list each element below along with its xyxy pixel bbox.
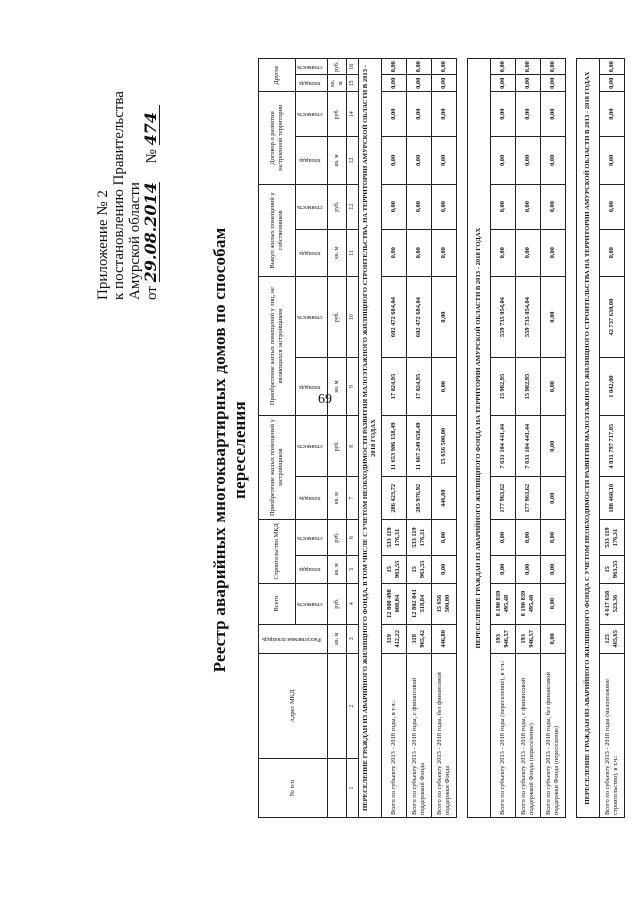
value-cell: 0,00 xyxy=(431,184,456,229)
subheader-area xyxy=(296,229,328,276)
index-cell: 3 xyxy=(346,624,358,653)
value-cell: 0,00 xyxy=(599,75,624,92)
document-title: Реестр аварийных многоквартирных домов по способам переселения xyxy=(210,227,249,673)
table-row xyxy=(431,59,456,818)
value-cell: 318 965,42 xyxy=(406,624,431,653)
value-cell: 8 190 839 495,48 xyxy=(490,583,515,624)
index-cell: 5 xyxy=(346,556,358,583)
value-cell: 0,00 xyxy=(540,477,565,520)
table-row xyxy=(540,59,565,818)
index-cell: 1 xyxy=(346,759,358,818)
value-cell: 0,00 xyxy=(490,137,515,185)
unit-cell: руб. xyxy=(327,92,346,137)
subheader-area xyxy=(296,477,328,520)
value-cell: 0,00 xyxy=(381,184,406,229)
value-cell: 42 737 630,00 xyxy=(599,277,624,358)
value-cell: 15 963,55 xyxy=(381,556,406,583)
header-total: Всего xyxy=(259,583,296,624)
header-area-total xyxy=(259,624,328,653)
units-cell xyxy=(327,759,346,818)
value-cell: 559 735 054,04 xyxy=(515,277,540,358)
handwritten-date: 29.08.2014 xyxy=(141,182,160,283)
unit-cell: кв. м xyxy=(327,229,346,276)
vertical-text: площадь xyxy=(298,80,321,87)
value-cell: 0,00 xyxy=(515,229,540,276)
value-cell: 0,00 xyxy=(599,59,624,75)
value-cell: 602 472 684,04 xyxy=(381,277,406,358)
unit-cell: кв. м xyxy=(327,624,346,653)
row-label: Всего по субъекту 2013 - 2018 годы (малоэтажное строительство), в т.ч.: xyxy=(599,654,624,818)
value-cell: 446,80 xyxy=(431,624,456,653)
value-cell: 0,00 xyxy=(381,137,406,185)
row-label: Всего по субъекту 2013 - 2018 годы, с финансовой поддержкой Фонда xyxy=(406,654,431,818)
unit-cell: кв. м xyxy=(327,477,346,520)
unit-cell: кв. м xyxy=(327,137,346,185)
appendix-block xyxy=(95,60,160,300)
value-cell: 0,00 xyxy=(540,583,565,624)
vertical-text: стоимость xyxy=(297,203,323,210)
value-cell: 0,00 xyxy=(431,229,456,276)
value-cell: 0,00 xyxy=(515,184,540,229)
value-cell: 108 460,10 xyxy=(599,477,624,520)
subheader-area xyxy=(296,358,328,416)
index-cell: 11 xyxy=(346,229,358,276)
value-cell: 0,00 xyxy=(540,277,565,358)
unit-cell: руб. xyxy=(327,184,346,229)
table-row xyxy=(599,59,624,818)
value-cell: 0,00 xyxy=(540,358,565,416)
vertical-text: площадь xyxy=(298,383,321,390)
value-cell: 0,00 xyxy=(381,92,406,137)
header-build: Строительство МКД xyxy=(259,520,296,584)
table-row xyxy=(381,59,406,818)
header-num: № п/п xyxy=(259,759,328,818)
value-cell: 0,00 xyxy=(490,229,515,276)
section-row xyxy=(576,59,599,818)
vertical-text: Расселяемая площадь xyxy=(261,635,321,643)
header-address: Адрес МКД xyxy=(259,654,328,759)
section-title: ПЕРЕСЕЛЕНИЕ ГРАЖДАН ИЗ АВАРИЙНОГО ЖИЛИЩНОГО ФОНДА, В ТОМ ЧИСЛЕ С УЧЕТОМ НЕОБХОДИМОСТИ РАЗВИТИЯ МАЛОЭТАЖНОГО ЖИЛИЩНОГО СТРОИТЕЛЬСТВА, НА ТЕРРИТОРИИ АМУРСКОЙ ОБЛАСТИ В 2013 - 2018 ГОДАХ xyxy=(358,59,381,818)
subheader-cost xyxy=(296,520,328,556)
value-cell: 15 982,95 xyxy=(490,358,515,416)
vertical-text: стоимость xyxy=(297,111,323,118)
value-cell: 286 423,72 xyxy=(381,477,406,520)
value-cell: 177 963,62 xyxy=(515,477,540,520)
value-cell: 0,00 xyxy=(540,520,565,556)
value-cell: 0,00 xyxy=(540,137,565,185)
value-cell: 0,00 xyxy=(406,92,431,137)
spacer-cell xyxy=(456,59,467,818)
vertical-text: площадь xyxy=(298,157,321,164)
index-cell: 4 xyxy=(346,583,358,624)
subheader-area xyxy=(296,137,328,185)
value-cell: 0,00 xyxy=(515,92,540,137)
subheader-cost xyxy=(296,583,328,624)
handwritten-number: 474 xyxy=(143,105,160,145)
vertical-text: площадь xyxy=(298,495,321,502)
value-cell: 0,00 xyxy=(515,520,540,556)
value-cell: 11 667 249 658,49 xyxy=(406,416,431,477)
spacer-cell xyxy=(565,59,576,818)
unit-cell: кв. м xyxy=(327,75,346,92)
value-cell: 0,00 xyxy=(406,137,431,185)
value-cell: 0,00 xyxy=(490,59,515,75)
from-label: от xyxy=(144,286,160,300)
value-cell: 0,00 xyxy=(406,229,431,276)
value-cell: 285 976,92 xyxy=(406,477,431,520)
value-cell: 0,00 xyxy=(431,92,456,137)
value-cell: 0,00 xyxy=(406,184,431,229)
table-row xyxy=(515,59,540,818)
value-cell: 0,00 xyxy=(381,229,406,276)
value-cell: 0,00 xyxy=(599,137,624,185)
subheader-area xyxy=(296,75,328,92)
value-cell: 0,00 xyxy=(490,520,515,556)
unit-cell: руб. xyxy=(327,59,346,75)
value-cell: 0,00 xyxy=(406,59,431,75)
subheader-area xyxy=(296,556,328,583)
subheader-cost xyxy=(296,277,328,358)
appendix-line-4 xyxy=(143,60,160,300)
value-cell: 0,00 xyxy=(490,556,515,583)
value-cell: 602 472 684,04 xyxy=(406,277,431,358)
index-cell: 12 xyxy=(346,184,358,229)
unit-cell: руб. xyxy=(327,277,346,358)
vertical-text: стоимость xyxy=(297,443,323,450)
value-cell: 11 653 986 158,49 xyxy=(381,416,406,477)
row-label: Всего по субъекту 2013 - 2018 годы (переселение), в т.ч.: xyxy=(490,654,515,818)
units-row xyxy=(327,59,346,818)
vertical-text: стоимость xyxy=(297,63,323,70)
index-row xyxy=(346,59,358,818)
value-cell: 533 119 176,31 xyxy=(599,520,624,556)
unit-cell: руб. xyxy=(327,583,346,624)
number-label: № xyxy=(144,149,160,164)
value-cell: 0,00 xyxy=(431,277,456,358)
value-cell: 12 802 841 518,84 xyxy=(406,583,431,624)
value-cell: 0,00 xyxy=(540,229,565,276)
value-cell: 17 024,95 xyxy=(381,358,406,416)
row-label: Всего по субъекту 2013 - 2018 годы, с финансовой поддержкой Фонда (переселение) xyxy=(515,654,540,818)
index-cell: 9 xyxy=(346,358,358,416)
index-cell: 8 xyxy=(346,416,358,477)
value-cell: 0,00 xyxy=(515,59,540,75)
value-cell: 0,00 xyxy=(599,92,624,137)
value-cell: 0,00 xyxy=(540,184,565,229)
header-buy_people: Приобретение жилых помещений у лиц, не являющихся застройщиком xyxy=(259,277,296,416)
value-cell: 0,00 xyxy=(490,184,515,229)
vertical-text: площадь xyxy=(298,249,321,256)
value-cell: 8 190 839 495,48 xyxy=(515,583,540,624)
value-cell: 0,00 xyxy=(540,624,565,653)
row-label: Всего по субъекту 2013 - 2018 годы, без финансовой поддержки Фонда xyxy=(431,654,456,818)
index-cell: 15 xyxy=(346,75,358,92)
value-cell: 0,00 xyxy=(431,520,456,556)
index-cell: 16 xyxy=(346,59,358,75)
value-cell: 15 982,95 xyxy=(515,358,540,416)
vertical-text: стоимость xyxy=(297,534,323,541)
appendix-line-2: к постановлению Правительства xyxy=(111,91,127,300)
rotated-sheet xyxy=(0,40,640,860)
value-cell: 0,00 xyxy=(490,75,515,92)
value-cell: 0,00 xyxy=(431,75,456,92)
unit-cell: кв. м xyxy=(327,556,346,583)
value-cell: 4 031 797 717,05 xyxy=(599,416,624,477)
table-row xyxy=(406,59,431,818)
register-table xyxy=(258,58,625,818)
header-buy_dev: Приобретение жилых помещений у застройщиков xyxy=(259,416,296,520)
value-cell: 0,00 xyxy=(381,59,406,75)
units-cell xyxy=(327,654,346,759)
vertical-text: стоимость xyxy=(297,600,323,607)
value-cell: 1 042,00 xyxy=(599,358,624,416)
value-cell: 15 963,55 xyxy=(406,556,431,583)
vertical-text: площадь xyxy=(298,566,321,573)
value-cell: 0,00 xyxy=(515,137,540,185)
value-cell: 0,00 xyxy=(599,229,624,276)
appendix-line-3: Амурской области xyxy=(127,182,143,300)
section-row xyxy=(467,59,490,818)
section-title: ПЕРЕСЕЛЕНИЕ ГРАЖДАН ИЗ АВАРИЙНОГО ЖИЛИЩНОГО ФОНДА НА ТЕРРИТОРИИ АМУРСКОЙ ОБЛАСТИ В 2013 - 2018 ГОДАХ xyxy=(467,59,490,818)
subheader-cost xyxy=(296,59,328,75)
index-cell: 14 xyxy=(346,92,358,137)
value-cell: 17 024,95 xyxy=(406,358,431,416)
value-cell: 0,00 xyxy=(540,75,565,92)
unit-cell: кв. м xyxy=(327,358,346,416)
value-cell: 7 631 104 441,44 xyxy=(490,416,515,477)
value-cell: 0,00 xyxy=(515,556,540,583)
value-cell: 533 119 176,31 xyxy=(381,520,406,556)
page-number: 69 xyxy=(318,392,332,407)
section-title: ПЕРЕСЕЛЕНИЕ ГРАЖДАН ИЗ АВАРИЙНОГО ЖИЛИЩНОГО ФОНДА С УЧЕТОМ НЕОБХОДИМОСТИ РАЗВИТИЯ МАЛОЭТАЖНОГО ЖИЛИЩНОГО СТРОИТЕЛЬСТВА НА ТЕРРИТОРИИ АМУРСКОЙ ОБЛАСТИ В 2013 - 2018 ГОДАХ xyxy=(576,59,599,818)
subheader-cost xyxy=(296,92,328,137)
value-cell: 0,00 xyxy=(406,75,431,92)
unit-cell: руб. xyxy=(327,520,346,556)
row-label: Всего по субъекту 2013 - 2018 годы, в т.ч.: xyxy=(381,654,406,818)
index-cell: 10 xyxy=(346,277,358,358)
header-redeem: Выкуп жилых помещений у собственников xyxy=(259,184,296,276)
row-label: Всего по субъекту 2013 - 2018 годы, без финансовой поддержки Фонда (переселение) xyxy=(540,654,565,818)
value-cell: 15 656 500,00 xyxy=(431,583,456,624)
value-cell: 0,00 xyxy=(540,92,565,137)
subheader-cost xyxy=(296,184,328,229)
header-row xyxy=(259,59,296,818)
value-cell: 125 465,65 xyxy=(599,624,624,653)
index-cell: 2 xyxy=(346,654,358,759)
section-row xyxy=(358,59,381,818)
value-cell: 0,00 xyxy=(599,184,624,229)
header-other: Другое xyxy=(259,59,296,92)
value-cell: 0,00 xyxy=(540,59,565,75)
value-cell: 7 631 104 441,44 xyxy=(515,416,540,477)
vertical-text: стоимость xyxy=(297,314,323,321)
value-cell: 446,80 xyxy=(431,477,456,520)
value-cell: 4 617 658 523,36 xyxy=(599,583,624,624)
value-cell: 0,00 xyxy=(431,556,456,583)
value-cell: 0,00 xyxy=(431,358,456,416)
index-cell: 6 xyxy=(346,520,358,556)
value-cell: 15 963,55 xyxy=(599,556,624,583)
value-cell: 0,00 xyxy=(381,75,406,92)
value-cell: 0,00 xyxy=(431,137,456,185)
table-row xyxy=(490,59,515,818)
index-cell: 13 xyxy=(346,137,358,185)
value-cell: 177 963,62 xyxy=(490,477,515,520)
spacer-row xyxy=(456,59,467,818)
unit-cell: руб. xyxy=(327,416,346,477)
value-cell: 319 412,22 xyxy=(381,624,406,653)
appendix-line-1: Приложение № 2 xyxy=(95,190,111,300)
header-contract: Договор о развитии застроенной территории xyxy=(259,92,296,185)
value-cell: 0,00 xyxy=(490,92,515,137)
spacer-row xyxy=(565,59,576,818)
value-cell: 533 119 176,31 xyxy=(406,520,431,556)
value-cell: 12 808 498 008,84 xyxy=(381,583,406,624)
value-cell: 193 946,57 xyxy=(490,624,515,653)
value-cell: 0,00 xyxy=(540,416,565,477)
value-cell: 0,00 xyxy=(515,75,540,92)
value-cell: 559 735 054,04 xyxy=(490,277,515,358)
value-cell: 193 946,57 xyxy=(515,624,540,653)
value-cell: 0,00 xyxy=(431,59,456,75)
subheader-cost xyxy=(296,416,328,477)
value-cell: 15 656 500,00 xyxy=(431,416,456,477)
index-cell: 7 xyxy=(346,477,358,520)
value-cell: 0,00 xyxy=(540,556,565,583)
